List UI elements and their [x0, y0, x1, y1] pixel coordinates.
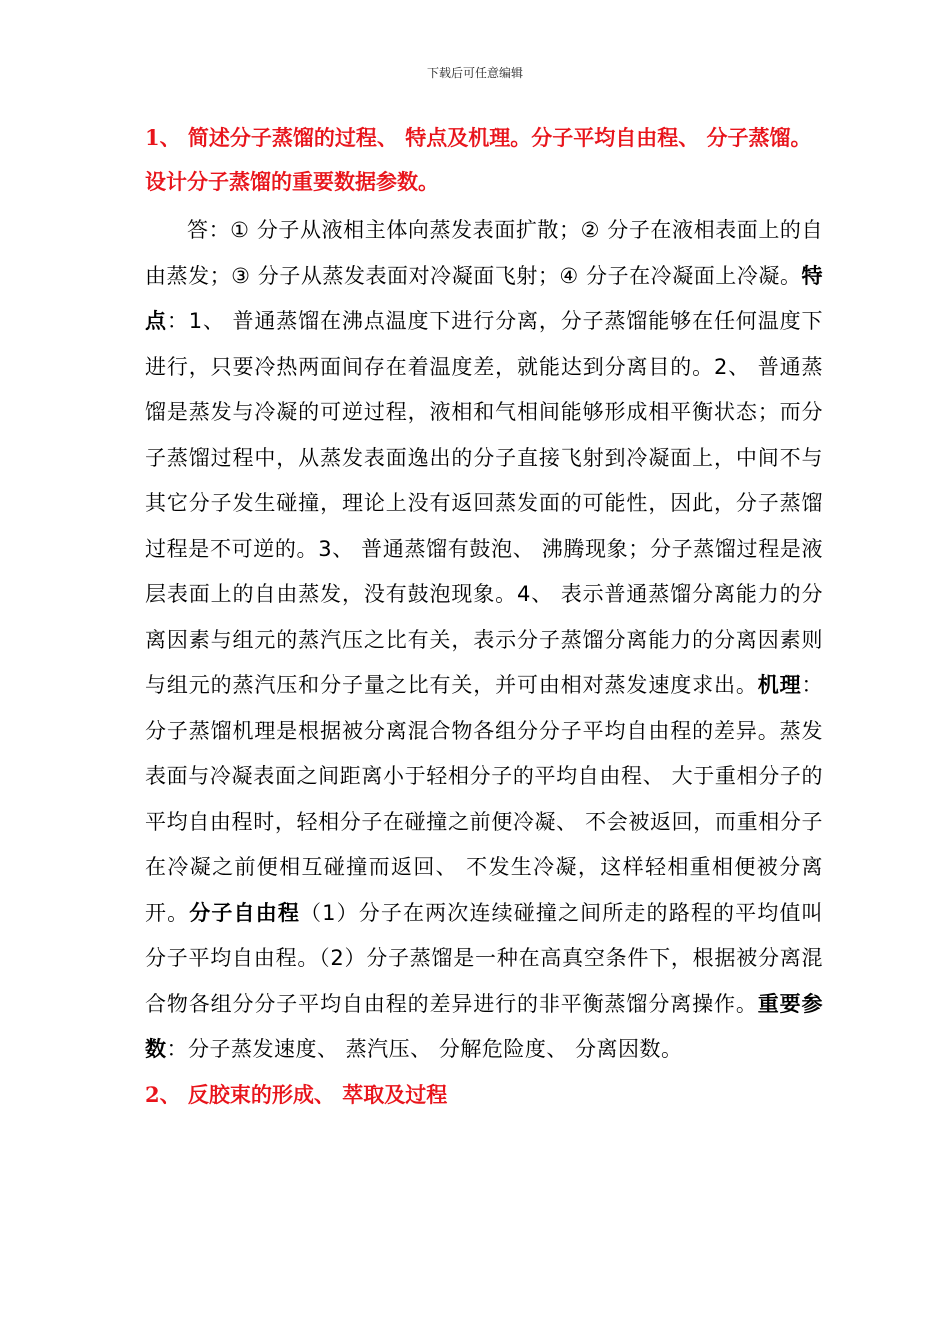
document-body [145, 116, 823, 1117]
question-1-number: 1、 [145, 125, 181, 150]
features-text: ：1、 普通蒸馏在沸点温度下进行分离，分子蒸馏能够在任何温度下进行，只要冷热两面间存在着温度差，就能达到分离目的。2、 普通蒸馏是蒸发与冷凝的可逆过程，液相和气相间能够形成相平衡状态；而分子蒸馏过程中，从蒸发表面逸出的分子直接飞射到冷凝面上，中间不与其它分子发生碰撞，理论上没有返回蒸发面的可能性，因此，分子蒸馏过程是不可逆的。3、 普通蒸馏有鼓泡、 沸腾现象；分子蒸馏过程是液层表面上的自由蒸发，没有鼓泡现象。4、 表示普通蒸馏分离能力的分离因素与组元的蒸汽压之比有关，表示分子蒸馏分离能力的分离因素则与组元的蒸汽压和分子量之比有关，并可由相对蒸发速度求出。 [145, 309, 823, 697]
question-2-heading [145, 1073, 823, 1117]
features-label: 特点 [145, 263, 823, 333]
mean-free-path-label: 分子自由程 [189, 900, 300, 925]
key-parameters-text: ：分子蒸发速度、 蒸汽压、 分解危险度、 分离因数。 [166, 1037, 683, 1061]
answer-1-intro: 答：① 分子从液相主体向蒸发表面扩散；② 分子在液相表面上的自由蒸发；③ 分子从蒸发表面对冷凝面飞射；④ 分子在冷凝面上冷凝。 [145, 218, 823, 288]
question-1-heading [145, 116, 823, 204]
mechanism-label: 机理 [757, 673, 802, 697]
answer-1-paragraph [145, 208, 823, 1073]
mean-free-path-text: （1）分子在两次连续碰撞之间所走的路程的平均值叫分子平均自由程。（2）分子蒸馏是一种在高真空条件下，根据被分离混合物各组分分子平均自由程的差异进行的非平衡蒸馏分离操作。 [145, 900, 824, 1016]
question-2-title: 反胶束的形成、 萃取及过程 [180, 1082, 448, 1107]
page-header: 下载后可任意编辑 [426, 66, 523, 80]
key-parameters-label: 重要参数 [145, 991, 824, 1061]
question-1-title: 简述分子蒸馏的过程、 特点及机理。分子平均自由程、 分子蒸馏。设计分子蒸馏的重要数据参数。 [145, 126, 812, 194]
question-2-number: 2、 [145, 1081, 181, 1107]
mechanism-text: ：分子蒸馏机理是根据被分离混合物各组分分子平均自由程的差异。蒸发表面与冷凝表面之间距离小于轻相分子的平均自由程、 大于重相分子的平均自由程时，轻相分子在碰撞之前便冷凝、 不会被返回，而重相分子在冷凝之前便相互碰撞而返回、 不发生冷凝，这样轻相重相便被分离开。 [145, 673, 824, 925]
